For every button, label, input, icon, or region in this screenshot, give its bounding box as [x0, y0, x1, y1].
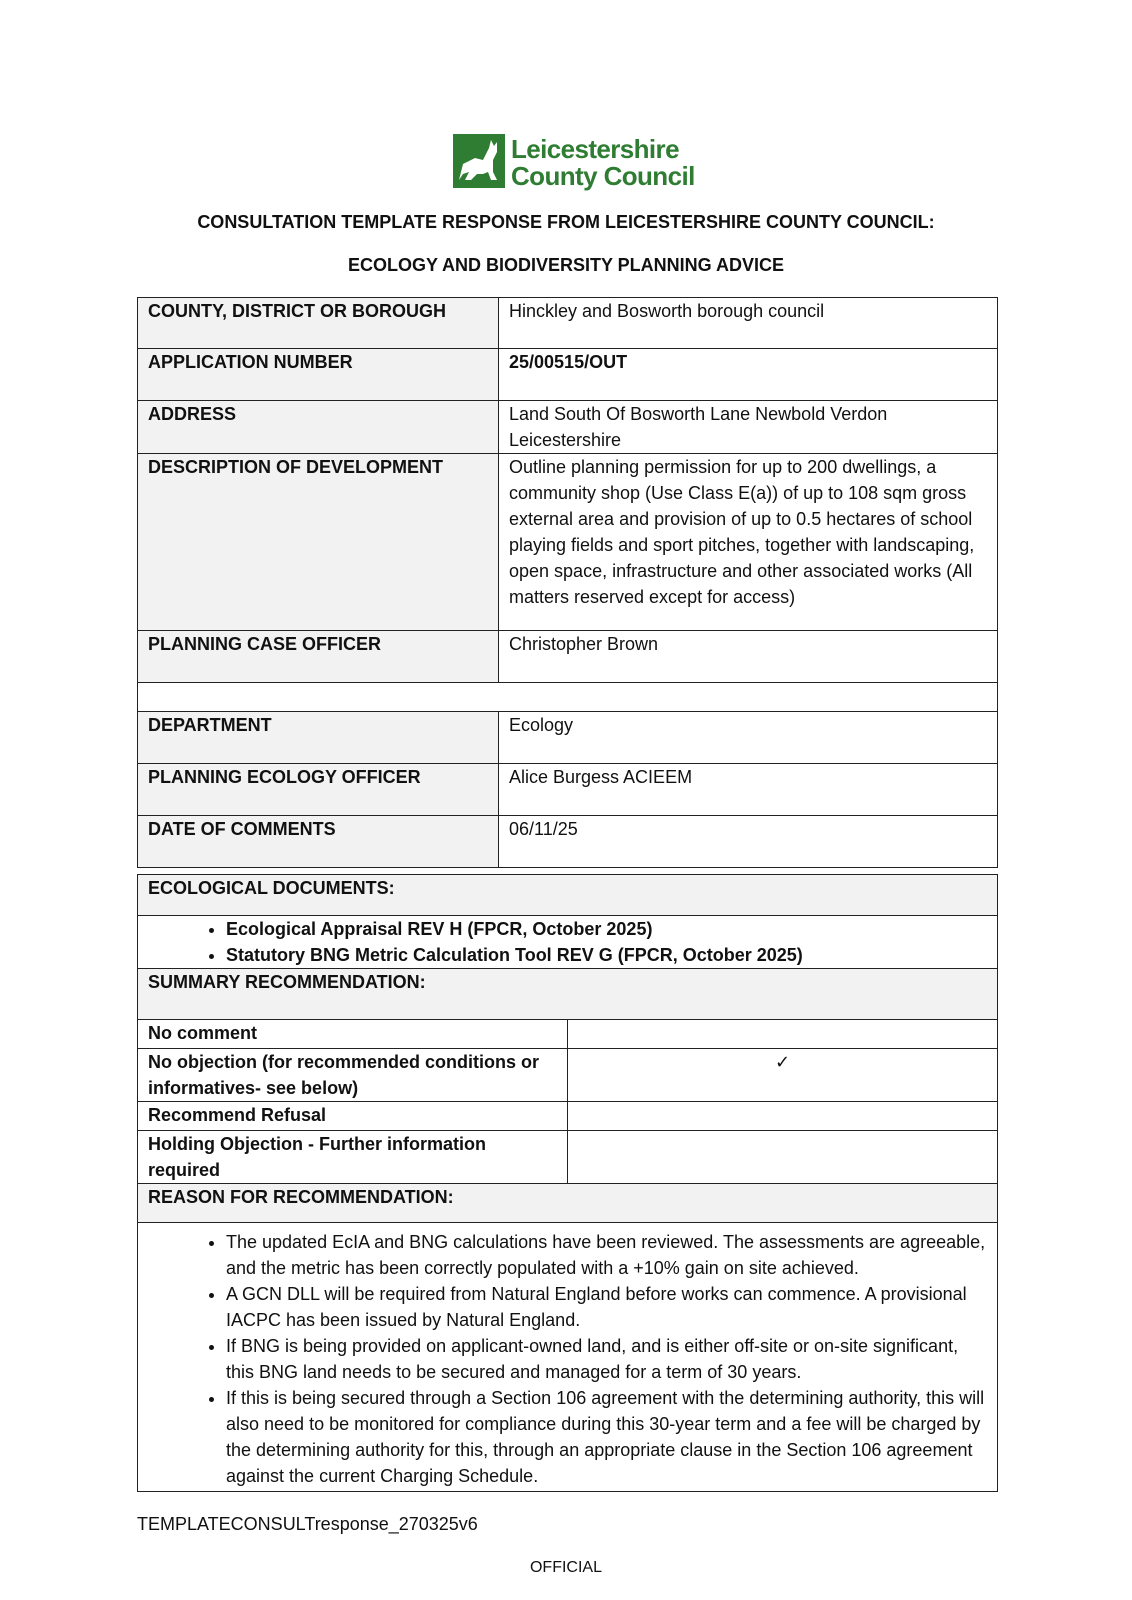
table-row [138, 631, 998, 683]
field-label: APPLICATION NUMBER [138, 349, 499, 401]
ecological-documents-cell [138, 916, 998, 969]
option-row [138, 1020, 998, 1049]
template-reference: TEMPLATECONSULTresponse_270325v6 [137, 1514, 478, 1534]
checkmark-icon: ✓ [568, 1049, 998, 1102]
option-label: No objection (for recommended conditions or informatives- see below) [138, 1049, 568, 1102]
logo-text [511, 136, 695, 190]
field-value: Alice Burgess ACIEEM [499, 764, 998, 816]
table-row [138, 349, 998, 401]
field-label: PLANNING ECOLOGY OFFICER [138, 764, 499, 816]
table-row [138, 298, 998, 349]
field-label: ADDRESS [138, 401, 499, 454]
list-item: • The updated EcIA and BNG calculations have been reviewed. The assessments are agreeable, and the metric has been correctly populated with a +10% gain on site achieved. [226, 1229, 987, 1281]
reason-heading: REASON FOR RECOMMENDATION: [138, 1184, 998, 1223]
field-label: DEPARTMENT [138, 712, 499, 764]
option-label: No comment [138, 1020, 568, 1049]
option-mark [568, 1102, 998, 1131]
reason-list [148, 1229, 987, 1489]
list-item: • If this is being secured through a Section 106 agreement with the determining authority, this will also need to be monitored for compliance during this 30-year term and a fee will be charged by the determining authority for this, through an appropriate clause in the Section 106 agreement against the current Charging Schedule. [226, 1385, 987, 1489]
spacer-row [138, 683, 998, 712]
field-value: Outline planning permission for up to 200 dwellings, a community shop (Use Class E(a)) of up to 108 sqm gross external area and provision of up to 0.5 hectares of school playing fields and sport pitches, together with landscaping, open space, infrastructure and other associated works (All matters reserved except for access) [499, 454, 998, 631]
fox-emblem-icon [453, 134, 505, 188]
summary-recommendation-heading: SUMMARY RECOMMENDATION: [138, 969, 998, 1020]
logo-line-1: Leicestershire [511, 134, 679, 164]
reason-cell [138, 1223, 998, 1492]
list-item: • Ecological Appraisal REV H (FPCR, October 2025) [226, 916, 987, 942]
field-value: Christopher Brown [499, 631, 998, 683]
field-label: DATE OF COMMENTS [138, 816, 499, 868]
field-label: DESCRIPTION OF DEVELOPMENT [138, 454, 499, 631]
table-row [138, 401, 998, 454]
list-item: • Statutory BNG Metric Calculation Tool REV G (FPCR, October 2025) [226, 942, 987, 968]
ecological-documents-heading: ECOLOGICAL DOCUMENTS: [138, 875, 998, 916]
document-title: CONSULTATION TEMPLATE RESPONSE FROM LEICESTERSHIRE COUNTY COUNCIL: [197, 212, 935, 232]
list-item: • If BNG is being provided on applicant-owned land, and is either off-site or on-site significant, this BNG land needs to be secured and managed for a term of 30 years. [226, 1333, 987, 1385]
recommendation-table [137, 874, 998, 1492]
ecological-documents-list [148, 916, 987, 968]
document-subtitle: ECOLOGY AND BIODIVERSITY PLANNING ADVICE [347, 255, 785, 275]
table-row [138, 712, 998, 764]
table-row [138, 1223, 998, 1492]
option-row [138, 1102, 998, 1131]
option-row [138, 1131, 998, 1184]
section-header-row [138, 969, 998, 1020]
field-label: COUNTY, DISTRICT OR BOROUGH [138, 298, 499, 349]
spacer-cell [138, 683, 998, 712]
option-mark [568, 1020, 998, 1049]
field-label: PLANNING CASE OFFICER [138, 631, 499, 683]
table-row [138, 454, 998, 631]
table-row [138, 764, 998, 816]
field-value: Ecology [499, 712, 998, 764]
option-row [138, 1049, 998, 1102]
section-header-row [138, 1184, 998, 1223]
classification-label: OFFICIAL [529, 1559, 602, 1576]
option-mark [568, 1131, 998, 1184]
field-value: 25/00515/OUT [499, 349, 998, 401]
option-label: Holding Objection - Further information required [138, 1131, 568, 1184]
application-details-table [137, 297, 998, 868]
section-header-row [138, 875, 998, 916]
option-label: Recommend Refusal [138, 1102, 568, 1131]
logo-line-2: County Council [511, 161, 695, 191]
field-value: Land South Of Bosworth Lane Newbold Verdon Leicestershire [499, 401, 998, 454]
field-value: Hinckley and Bosworth borough council [499, 298, 998, 349]
table-row [138, 816, 998, 868]
list-item: • A GCN DLL will be required from Natural England before works can commence. A provisional IACPC has been issued by Natural England. [226, 1281, 987, 1333]
field-value: 06/11/25 [499, 816, 998, 868]
table-row [138, 916, 998, 969]
